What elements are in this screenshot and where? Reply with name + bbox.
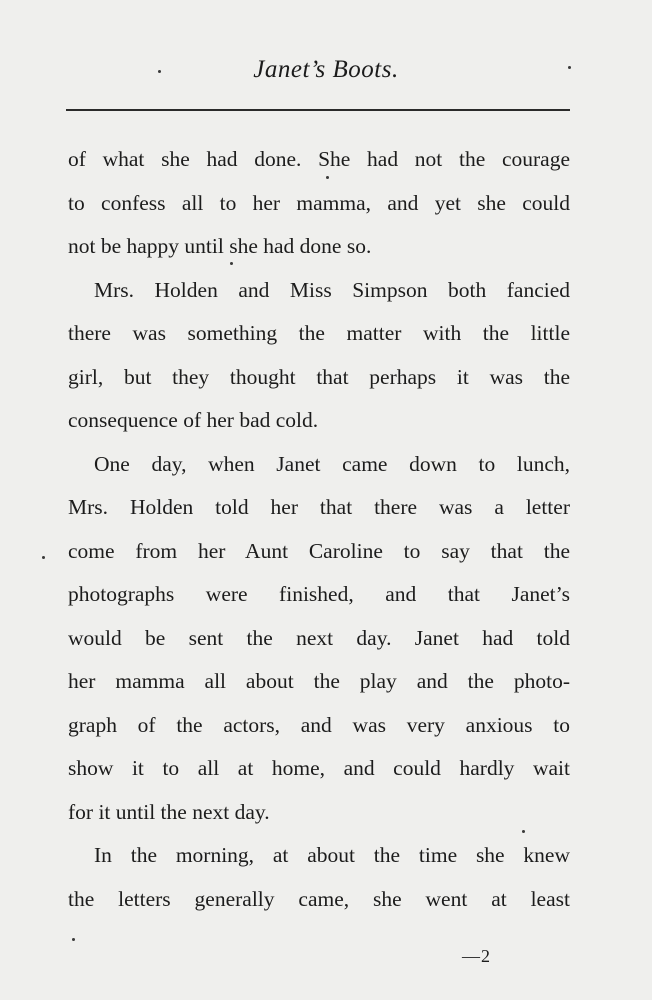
text-line: to confess all to her mamma, and yet she could <box>68 190 570 215</box>
text-line: would be sent the next day. Janet had told <box>68 625 570 650</box>
text-line: there was something the matter with the little <box>68 321 570 345</box>
text-line: Mrs. Holden and Miss Simpson both fancied <box>94 277 570 302</box>
text-line: her mamma all about the play and the photo- <box>68 669 570 693</box>
text-line: Mrs. Holden told her that there was a letter <box>68 495 570 519</box>
text-line: come from her Aunt Caroline to say that the <box>68 538 570 563</box>
text-line: consequence of her bad cold. <box>68 408 319 432</box>
text-line: graph of the actors, and was very anxious to <box>68 712 570 737</box>
header-rule <box>66 109 570 111</box>
paper-speck <box>568 66 571 69</box>
text-line: In the morning, at about the time she knew <box>94 843 570 867</box>
text-line: of what she had done. She had not the courage <box>68 147 570 171</box>
text-line: One day, when Janet came down to lunch, <box>94 451 570 476</box>
text-line: the letters generally came, she went at least <box>68 886 570 911</box>
text-line: girl, but they thought that perhaps it was the <box>68 364 570 389</box>
body-text <box>68 138 570 921</box>
running-title: Janet’s Boots. <box>253 56 399 83</box>
text-line: for it until the next day. <box>68 799 270 824</box>
paper-speck <box>72 938 75 941</box>
paper-speck <box>42 556 45 559</box>
paper-speck <box>522 830 525 833</box>
text-line: photographs were finished, and that Janet’s <box>68 582 570 606</box>
text-line: not be happy until she had done so. <box>68 234 372 258</box>
paper-speck <box>158 70 161 73</box>
text-line: show it to all at home, and could hardly wait <box>68 756 570 780</box>
paper-speck <box>326 176 329 179</box>
signature-mark: —2 <box>462 946 491 966</box>
paper-speck <box>230 262 233 265</box>
